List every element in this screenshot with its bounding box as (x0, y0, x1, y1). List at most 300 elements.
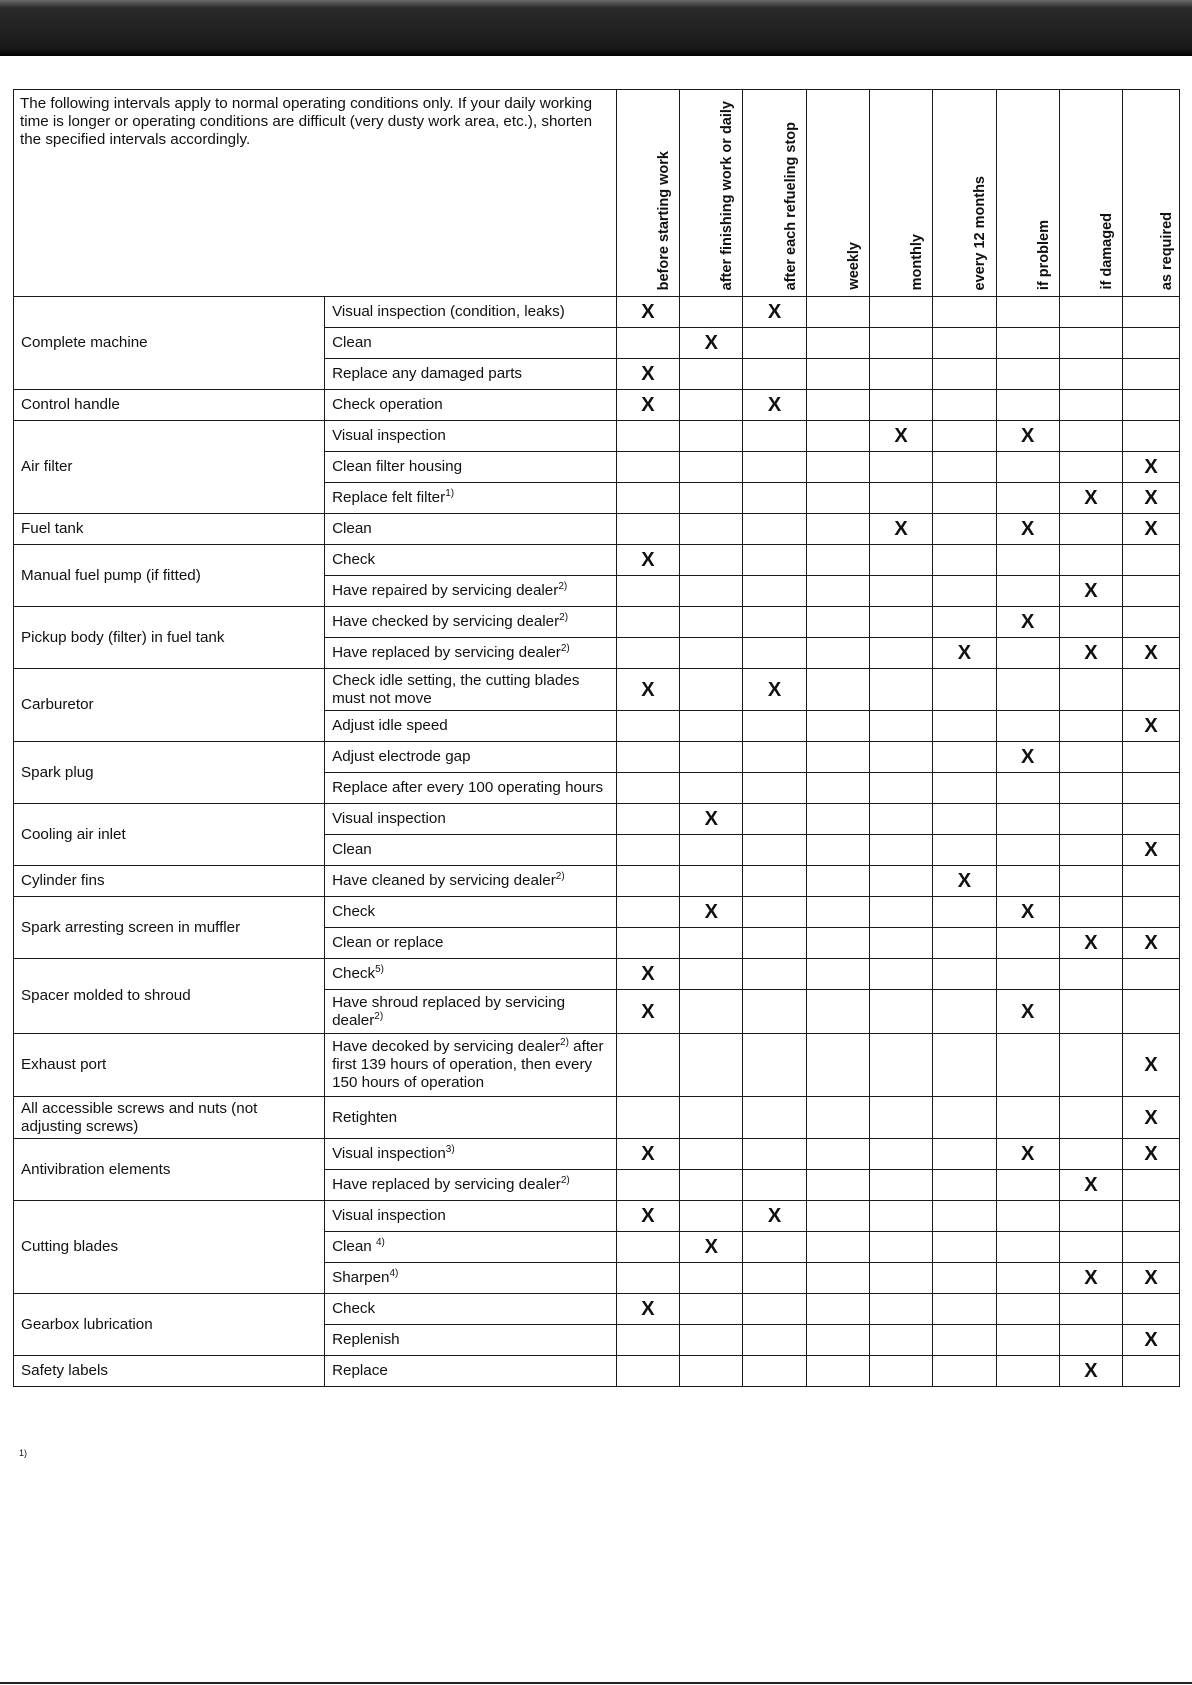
interval-cell (1123, 421, 1180, 452)
interval-cell (1059, 959, 1122, 990)
interval-cell (1123, 959, 1180, 990)
interval-cell (996, 1232, 1059, 1263)
task-cell (325, 1232, 617, 1263)
task-text: Clean filter housing (332, 458, 463, 475)
interval-cell (806, 742, 869, 773)
task-cell (325, 359, 617, 390)
header-row (14, 90, 1180, 297)
check-mark: X (1084, 642, 1098, 664)
interval-cell (806, 328, 869, 359)
interval-cell (869, 328, 932, 359)
interval-cell (996, 607, 1059, 638)
interval-cell (933, 576, 996, 607)
task-text: Clean (332, 841, 372, 858)
footnote-ref: 2) (560, 642, 570, 654)
interval-cell (743, 1201, 806, 1232)
task-cell (325, 804, 617, 835)
interval-cell (616, 545, 679, 576)
task-text: Replace any damaged parts (332, 365, 523, 382)
interval-cell (996, 742, 1059, 773)
task-cell (325, 638, 617, 669)
col-label: after finishing work or daily (719, 100, 736, 290)
interval-cell (933, 1232, 996, 1263)
interval-cell (1123, 1034, 1180, 1097)
interval-cell (933, 669, 996, 711)
table-row (14, 545, 1180, 576)
interval-cell (616, 1034, 679, 1097)
interval-cell (1059, 390, 1122, 421)
component-cell: Cutting blades (14, 1201, 325, 1294)
task-text: Replace after every 100 operating hours (332, 779, 604, 796)
interval-cell (743, 390, 806, 421)
task-cell (325, 773, 617, 804)
interval-cell (869, 742, 932, 773)
task-text: Adjust electrode gap (332, 748, 471, 765)
col-label: every 12 months (972, 175, 989, 290)
interval-cell (1059, 638, 1122, 669)
interval-cell (743, 638, 806, 669)
component-cell: Pickup body (filter) in fuel tank (14, 607, 325, 669)
footnote-ref: 3) (445, 1143, 455, 1155)
interval-cell (1123, 297, 1180, 328)
interval-cell (1059, 669, 1122, 711)
col-label: monthly (909, 233, 926, 290)
interval-cell (933, 297, 996, 328)
interval-cell (933, 1170, 996, 1201)
interval-cell (1059, 1170, 1122, 1201)
check-mark: X (767, 1205, 782, 1227)
interval-cell (1059, 576, 1122, 607)
interval-cell (806, 1097, 869, 1139)
check-mark: X (1020, 518, 1035, 540)
component-cell: Cooling air inlet (14, 804, 325, 866)
task-cell (325, 959, 617, 990)
footnote-ref: 1) (445, 487, 455, 499)
check-mark: X (767, 678, 782, 701)
footnote-ref: 4) (375, 1236, 385, 1248)
interval-cell (743, 711, 806, 742)
table-row (14, 514, 1180, 545)
task-text: Have cleaned by servicing dealer (332, 872, 556, 889)
interval-cell (743, 1139, 806, 1170)
check-mark: X (1020, 1000, 1035, 1023)
task-cell (325, 990, 617, 1034)
interval-cell (680, 773, 743, 804)
interval-cell (1123, 742, 1180, 773)
interval-cell (806, 1325, 869, 1356)
task-cell (325, 835, 617, 866)
interval-cell (743, 990, 806, 1034)
component-cell: Spark arresting screen in muffler (14, 897, 325, 959)
table-row (14, 866, 1180, 897)
interval-cell (1123, 576, 1180, 607)
task-text: Replace (332, 1362, 388, 1379)
interval-cell (806, 607, 869, 638)
interval-cell (933, 1356, 996, 1387)
interval-cell (743, 1170, 806, 1201)
check-mark: X (1144, 839, 1158, 861)
task-text: Have decoked by servicing dealer (332, 1038, 561, 1055)
interval-cell (1123, 359, 1180, 390)
interval-cell (806, 576, 869, 607)
check-mark: X (1144, 715, 1158, 737)
interval-cell (1123, 990, 1180, 1034)
check-mark: X (894, 518, 908, 540)
interval-cell (996, 576, 1059, 607)
interval-cell (616, 835, 679, 866)
check-mark: X (641, 549, 655, 571)
task-text: Have replaced by servicing dealer (332, 644, 561, 661)
interval-cell (996, 897, 1059, 928)
interval-cell (996, 835, 1059, 866)
top-header-bar (0, 0, 1192, 56)
interval-cell (680, 804, 743, 835)
footnote-ref: 2) (558, 580, 568, 592)
task-cell (325, 1201, 617, 1232)
task-text: Check idle setting, the cutting blades must not move (332, 671, 580, 707)
interval-cell (806, 452, 869, 483)
interval-cell (680, 328, 743, 359)
interval-cell (996, 421, 1059, 452)
task-cell (325, 607, 617, 638)
interval-cell (933, 421, 996, 452)
interval-cell (869, 1263, 932, 1294)
interval-cell (996, 1294, 1059, 1325)
check-mark: X (641, 1000, 655, 1023)
interval-cell (869, 638, 932, 669)
interval-cell (996, 804, 1059, 835)
interval-cell (1123, 835, 1180, 866)
task-text: Have shroud replaced by servicing dealer (332, 993, 566, 1029)
task-cell (325, 742, 617, 773)
task-cell (325, 576, 617, 607)
interval-cell (806, 545, 869, 576)
interval-cell (806, 638, 869, 669)
interval-cell (616, 711, 679, 742)
interval-cell (806, 1201, 869, 1232)
interval-cell (1123, 1170, 1180, 1201)
interval-cell (1059, 1201, 1122, 1232)
interval-cell (1059, 773, 1122, 804)
interval-cell (1123, 1201, 1180, 1232)
interval-cell (1059, 1097, 1122, 1139)
interval-cell (680, 835, 743, 866)
interval-cell (616, 638, 679, 669)
interval-cell (869, 607, 932, 638)
component-cell: Air filter (14, 421, 325, 514)
col-as-required (1123, 90, 1180, 297)
task-text: Clean or replace (332, 934, 444, 951)
interval-cell (996, 959, 1059, 990)
interval-cell (806, 1294, 869, 1325)
interval-cell (616, 297, 679, 328)
check-mark: X (1020, 611, 1035, 633)
col-if-damaged (1059, 90, 1122, 297)
component-cell: All accessible screws and nuts (not adjusting screws) (14, 1097, 325, 1139)
interval-cell (933, 804, 996, 835)
interval-cell (806, 866, 869, 897)
task-text: Sharpen (332, 1269, 390, 1286)
interval-cell (806, 1232, 869, 1263)
interval-cell (616, 390, 679, 421)
interval-cell (869, 390, 932, 421)
interval-cell (996, 328, 1059, 359)
table-row (14, 1139, 1180, 1170)
check-mark: X (1084, 487, 1098, 509)
interval-cell (996, 483, 1059, 514)
table-row (14, 1294, 1180, 1325)
component-cell: Exhaust port (14, 1034, 325, 1097)
component-cell: Control handle (14, 390, 325, 421)
interval-cell (616, 483, 679, 514)
interval-cell (1059, 1294, 1122, 1325)
check-mark: X (704, 1236, 718, 1258)
task-cell (325, 1097, 617, 1139)
task-cell (325, 1294, 617, 1325)
interval-cell (806, 804, 869, 835)
task-cell (325, 1263, 617, 1294)
interval-cell (996, 1201, 1059, 1232)
interval-cell (996, 773, 1059, 804)
interval-cell (1123, 1232, 1180, 1263)
interval-cell (1123, 452, 1180, 483)
col-label: if problem (1035, 219, 1052, 290)
interval-cell (680, 990, 743, 1034)
bottom-rule (0, 1682, 1192, 1684)
interval-cell (1123, 928, 1180, 959)
component-cell: Antivibration elements (14, 1139, 325, 1201)
interval-cell (1059, 1139, 1122, 1170)
interval-cell (806, 297, 869, 328)
task-cell (325, 328, 617, 359)
interval-cell (933, 1097, 996, 1139)
interval-cell (1123, 804, 1180, 835)
interval-cell (1059, 514, 1122, 545)
footnote-marker: 1) (19, 1448, 28, 1458)
interval-cell (996, 1263, 1059, 1294)
interval-cell (616, 1097, 679, 1139)
interval-cell (680, 421, 743, 452)
interval-cell (1059, 421, 1122, 452)
check-mark: X (957, 870, 972, 892)
interval-cell (869, 1097, 932, 1139)
col-label: before starting work (655, 150, 672, 290)
interval-cell (869, 897, 932, 928)
task-text: Retighten (332, 1108, 398, 1126)
check-mark: X (704, 332, 718, 354)
col-after-finishing-work (680, 90, 743, 297)
col-label: after each refueling stop (782, 121, 799, 290)
task-text: Visual inspection (332, 1145, 446, 1162)
interval-cell (806, 514, 869, 545)
task-text: Visual inspection (condition, leaks) (332, 303, 565, 320)
table-row (14, 1097, 1180, 1139)
component-cell: Cylinder fins (14, 866, 325, 897)
interval-cell (869, 1170, 932, 1201)
interval-cell (680, 576, 743, 607)
interval-cell (743, 545, 806, 576)
interval-cell (806, 928, 869, 959)
component-cell: Spark plug (14, 742, 325, 804)
interval-cell (1123, 514, 1180, 545)
task-cell (325, 421, 617, 452)
interval-cell (743, 1294, 806, 1325)
check-mark: X (1144, 518, 1158, 540)
interval-cell (680, 1232, 743, 1263)
check-mark: X (641, 1298, 655, 1320)
interval-cell (680, 1034, 743, 1097)
interval-cell (996, 359, 1059, 390)
check-mark: X (1084, 932, 1098, 954)
interval-cell (996, 928, 1059, 959)
task-text: Visual inspection (332, 1207, 446, 1224)
interval-cell (806, 959, 869, 990)
interval-cell (933, 742, 996, 773)
interval-cell (996, 1139, 1059, 1170)
interval-cell (680, 959, 743, 990)
interval-cell (806, 1263, 869, 1294)
interval-cell (1123, 545, 1180, 576)
task-text: Clean (332, 1238, 376, 1255)
interval-cell (996, 452, 1059, 483)
interval-cell (869, 804, 932, 835)
task-text: Have checked by servicing dealer (332, 613, 560, 630)
footnote-ref: 2) (560, 1174, 570, 1186)
interval-cell (869, 835, 932, 866)
task-text: Visual inspection (332, 427, 446, 444)
interval-cell (1123, 669, 1180, 711)
interval-cell (933, 1139, 996, 1170)
interval-cell (616, 669, 679, 711)
check-mark: X (1084, 580, 1098, 602)
interval-cell (933, 514, 996, 545)
interval-cell (1059, 1034, 1122, 1097)
interval-cell (869, 545, 932, 576)
interval-cell (933, 1294, 996, 1325)
interval-cell (1059, 1356, 1122, 1387)
interval-cell (1059, 835, 1122, 866)
interval-cell (933, 452, 996, 483)
check-mark: X (641, 1143, 655, 1165)
interval-cell (933, 607, 996, 638)
interval-cell (869, 514, 932, 545)
check-mark: X (894, 425, 908, 447)
interval-cell (680, 1356, 743, 1387)
interval-cell (1059, 711, 1122, 742)
check-mark: X (1020, 425, 1035, 447)
interval-cell (616, 928, 679, 959)
interval-cell (806, 669, 869, 711)
interval-cell (743, 514, 806, 545)
interval-cell (616, 742, 679, 773)
interval-cell (680, 1201, 743, 1232)
table-row (14, 421, 1180, 452)
interval-cell (869, 1325, 932, 1356)
interval-cell (1059, 607, 1122, 638)
interval-cell (996, 990, 1059, 1034)
task-cell (325, 897, 617, 928)
interval-cell (933, 866, 996, 897)
interval-cell (680, 638, 743, 669)
interval-cell (1059, 897, 1122, 928)
task-cell (325, 483, 617, 514)
task-cell (325, 1034, 617, 1097)
interval-cell (1123, 483, 1180, 514)
interval-cell (616, 990, 679, 1034)
interval-cell (743, 959, 806, 990)
task-text: Check (332, 965, 376, 982)
interval-cell (616, 1294, 679, 1325)
interval-cell (616, 328, 679, 359)
interval-cell (933, 897, 996, 928)
component-cell: Manual fuel pump (if fitted) (14, 545, 325, 607)
interval-cell (680, 711, 743, 742)
check-mark: X (1144, 642, 1158, 664)
interval-cell (680, 359, 743, 390)
interval-cell (616, 421, 679, 452)
component-cell: Safety labels (14, 1356, 325, 1387)
interval-cell (933, 328, 996, 359)
table-row (14, 669, 1180, 711)
interval-cell (743, 835, 806, 866)
interval-cell (1059, 483, 1122, 514)
interval-cell (806, 421, 869, 452)
check-mark: X (1144, 487, 1158, 509)
interval-cell (1123, 1294, 1180, 1325)
interval-cell (1123, 328, 1180, 359)
footnote-ref: 2) (559, 611, 569, 623)
task-cell (325, 390, 617, 421)
interval-cell (933, 390, 996, 421)
col-every-12-months (933, 90, 996, 297)
interval-cell (869, 297, 932, 328)
interval-cell (1123, 773, 1180, 804)
interval-cell (806, 835, 869, 866)
interval-cell (933, 711, 996, 742)
interval-cell (616, 607, 679, 638)
footnote-ref: 2) (374, 1010, 384, 1022)
interval-cell (806, 359, 869, 390)
interval-cell (1123, 1097, 1180, 1139)
interval-cell (1059, 328, 1122, 359)
interval-cell (869, 421, 932, 452)
task-cell (325, 866, 617, 897)
interval-cell (996, 669, 1059, 711)
interval-cell (996, 1356, 1059, 1387)
table-row (14, 1034, 1180, 1097)
component-cell: Complete machine (14, 297, 325, 390)
interval-cell (680, 1325, 743, 1356)
interval-cell (1059, 297, 1122, 328)
table-row (14, 742, 1180, 773)
check-mark: X (767, 394, 782, 416)
table-row (14, 390, 1180, 421)
interval-cell (996, 711, 1059, 742)
interval-cell (616, 576, 679, 607)
task-text: Check (332, 551, 376, 568)
interval-cell (743, 359, 806, 390)
interval-cell (616, 1170, 679, 1201)
interval-cell (616, 1325, 679, 1356)
task-cell (325, 545, 617, 576)
task-text: Have replaced by servicing dealer (332, 1176, 561, 1193)
interval-cell (680, 514, 743, 545)
interval-cell (869, 1232, 932, 1263)
interval-cell (806, 897, 869, 928)
interval-cell (743, 1034, 806, 1097)
check-mark: X (1144, 932, 1158, 954)
table-row (14, 607, 1180, 638)
